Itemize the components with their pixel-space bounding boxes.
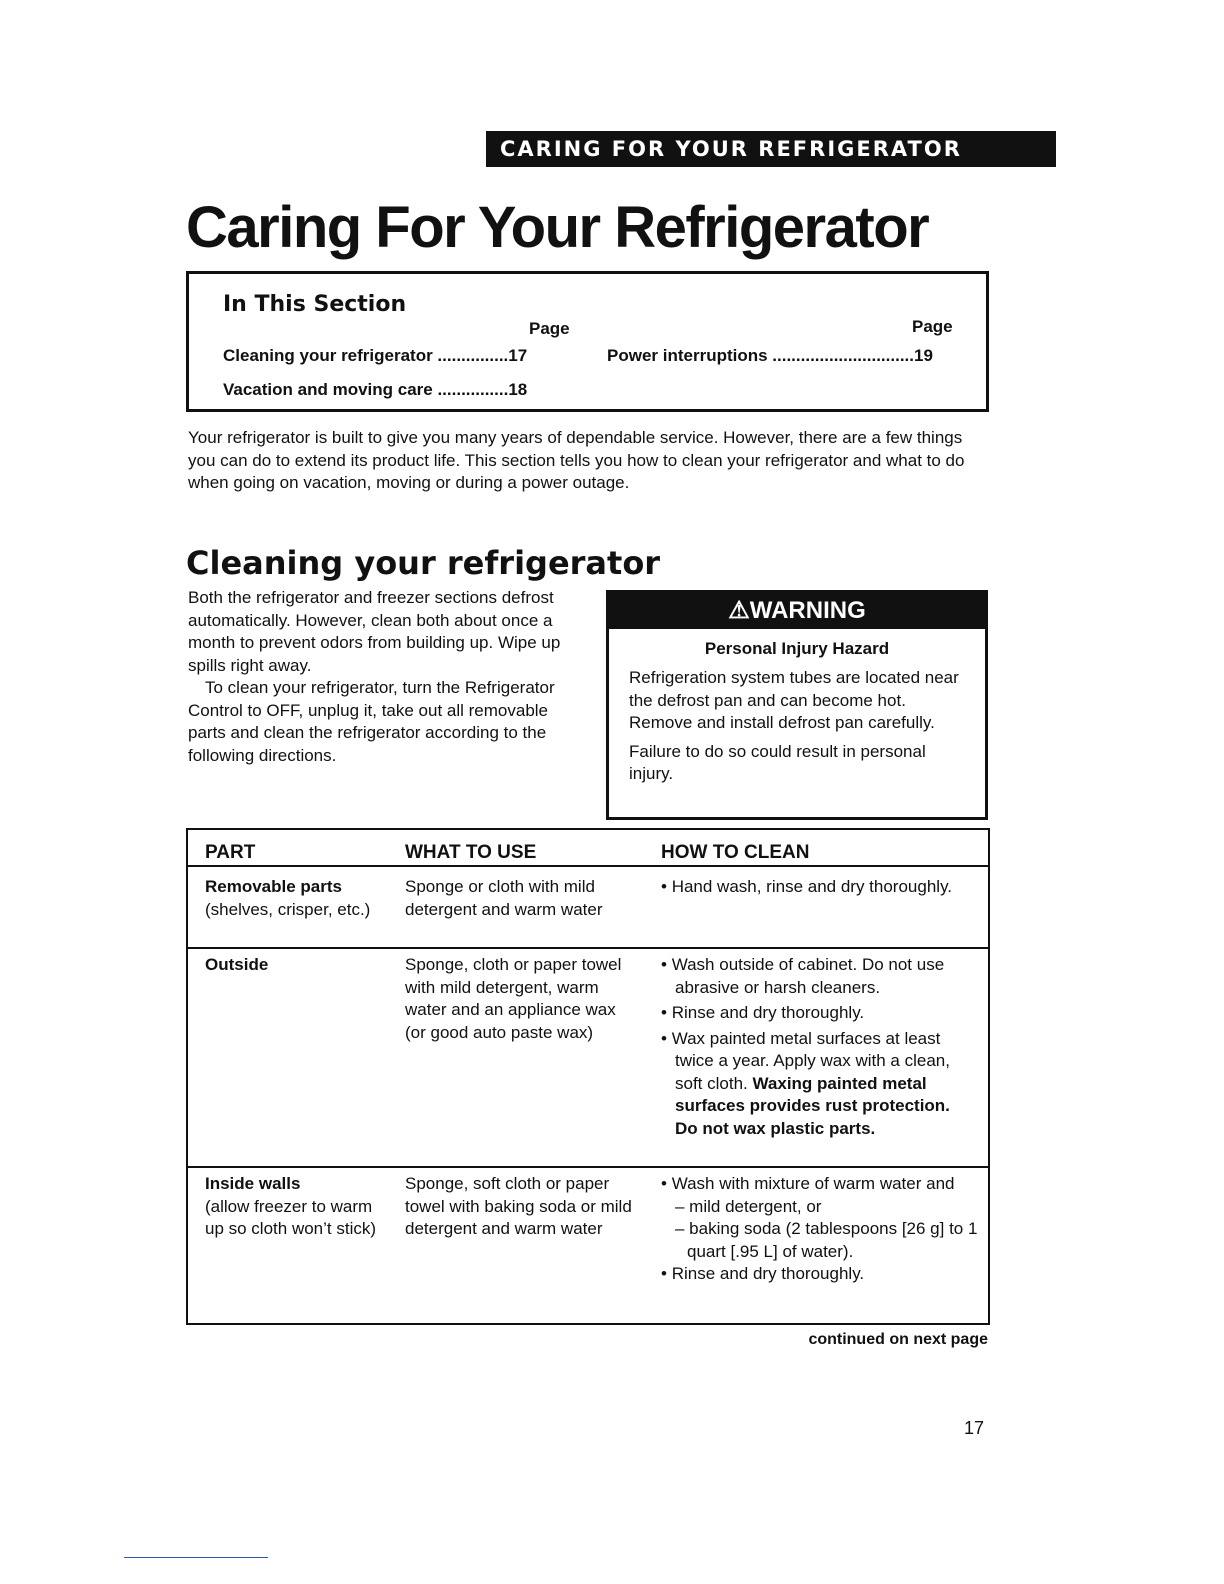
warning-label: WARNING [749,597,866,624]
page-number: 17 [963,1418,984,1438]
table-row-outside-use: Sponge, cloth or paper towel with mild detergent, warm water and an appliance wax (or good auto paste wax) [405,955,622,1042]
part-note: (allow freezer to warm up so cloth won’t stick) [205,1196,377,1238]
toc-entry-page: 19 [914,346,933,365]
table-row-removable-part [205,876,380,921]
table-row-inside-use: Sponge, soft cloth or paper towel with baking soda or mild detergent and warm water [405,1174,632,1238]
cleaning-text [188,587,568,767]
column-header-part: PART [205,842,256,863]
part-name: Removable parts [205,877,342,896]
how-item: • Rinse and dry thoroughly. [661,1003,865,1022]
toc-entry-label: Power interruptions .............................. [607,346,914,365]
intro-paragraph: Your refrigerator is built to give you many years of dependable service. However, there are a few things you can do to extend its product life. This section tells you how to clean your refrigerator and what to do when going on vacation, moving or during a power outage. [188,428,965,492]
toc-entry-label: Vacation and moving care ............... [223,380,509,399]
table-row-removable-how [661,876,981,899]
table-row-inside-how [661,1173,981,1286]
section-banner: CARING FOR YOUR REFRIGERATOR [486,131,1056,167]
part-note: (shelves, crisper, etc.) [205,899,371,919]
in-this-section-box [186,271,989,412]
no-wax-plastic-note: Do not wax plastic parts. [675,1118,876,1138]
toc-entry-page: 18 [508,380,528,399]
toc-entry-vacation [223,380,527,400]
warning-body-2: Failure to do so could result in personal injury. [629,741,926,783]
how-item: • Rinse and dry thoroughly. [661,1264,865,1283]
toc-entry-cleaning [223,346,527,366]
toc-entry-label: Cleaning your refrigerator ............... [223,346,509,365]
part-name: Inside walls [205,1174,301,1193]
page-title: Caring For Your Refrigerator [186,195,929,260]
warning-body-1: Refrigeration system tubes are located near the defrost pan and can become hot. Remove and install defrost pan carefully. [629,668,959,732]
how-subitem: – mild detergent, or [675,1196,822,1216]
toc-page-label-left: Page [529,319,570,338]
table-row-outside-part [205,954,380,977]
toc-heading: In This Section [223,292,407,317]
table-row-outside-how [661,954,981,1140]
how-subitem: – baking soda (2 tablespoons [26 g] to 1 quart [.95 L] of water). [675,1219,978,1261]
cleaning-paragraph-1: Both the refrigerator and freezer sections defrost automatically. However, clean both about once a month to prevent odors from building up. Wipe up spills right away. [188,588,561,675]
how-item: • Wash outside of cabinet. Do not use abrasive or harsh cleaners. [661,955,945,997]
toc-entry-power [607,346,933,366]
table-divider [188,947,988,949]
how-item: • Wash with mixture of warm water and [661,1174,955,1193]
cleaning-heading: Cleaning your refrigerator [186,544,661,582]
table-row-removable-use: Sponge or cloth with mild detergent and warm water [405,877,603,919]
warning-box [606,590,988,820]
toc-page-label-right: Page [912,317,953,336]
warning-triangle-icon: ⚠ [728,597,750,624]
footer-rule [124,1557,268,1558]
cleaning-paragraph-2: To clean your refrigerator, turn the Refrigerator Control to OFF, unplug it, take out all removable parts and clean the refrigerator according to the following directions. [188,678,555,765]
table-divider [188,865,988,867]
warning-header [609,593,985,629]
continued-note: continued on next page [808,1331,988,1348]
column-header-what-to-use: WHAT TO USE [405,842,537,863]
how-item: • Wax painted metal surfaces at least twice a year. Apply wax with a clean, soft cloth. Waxing painted metal surfaces provides rust protection. Do not wax plastic parts. [661,1028,950,1138]
part-name: Outside [205,955,269,974]
toc-entry-page: 17 [508,346,528,365]
how-item: • Hand wash, rinse and dry thoroughly. [661,877,953,896]
warning-subtitle: Personal Injury Hazard [704,639,890,658]
table-row-inside-part [205,1173,380,1241]
table-divider [188,1166,988,1168]
cleaning-table [186,828,990,1325]
column-header-how-to-clean: HOW TO CLEAN [661,842,810,863]
rust-protection-note: Waxing painted metal surfaces provides rust protection. [675,1073,950,1115]
